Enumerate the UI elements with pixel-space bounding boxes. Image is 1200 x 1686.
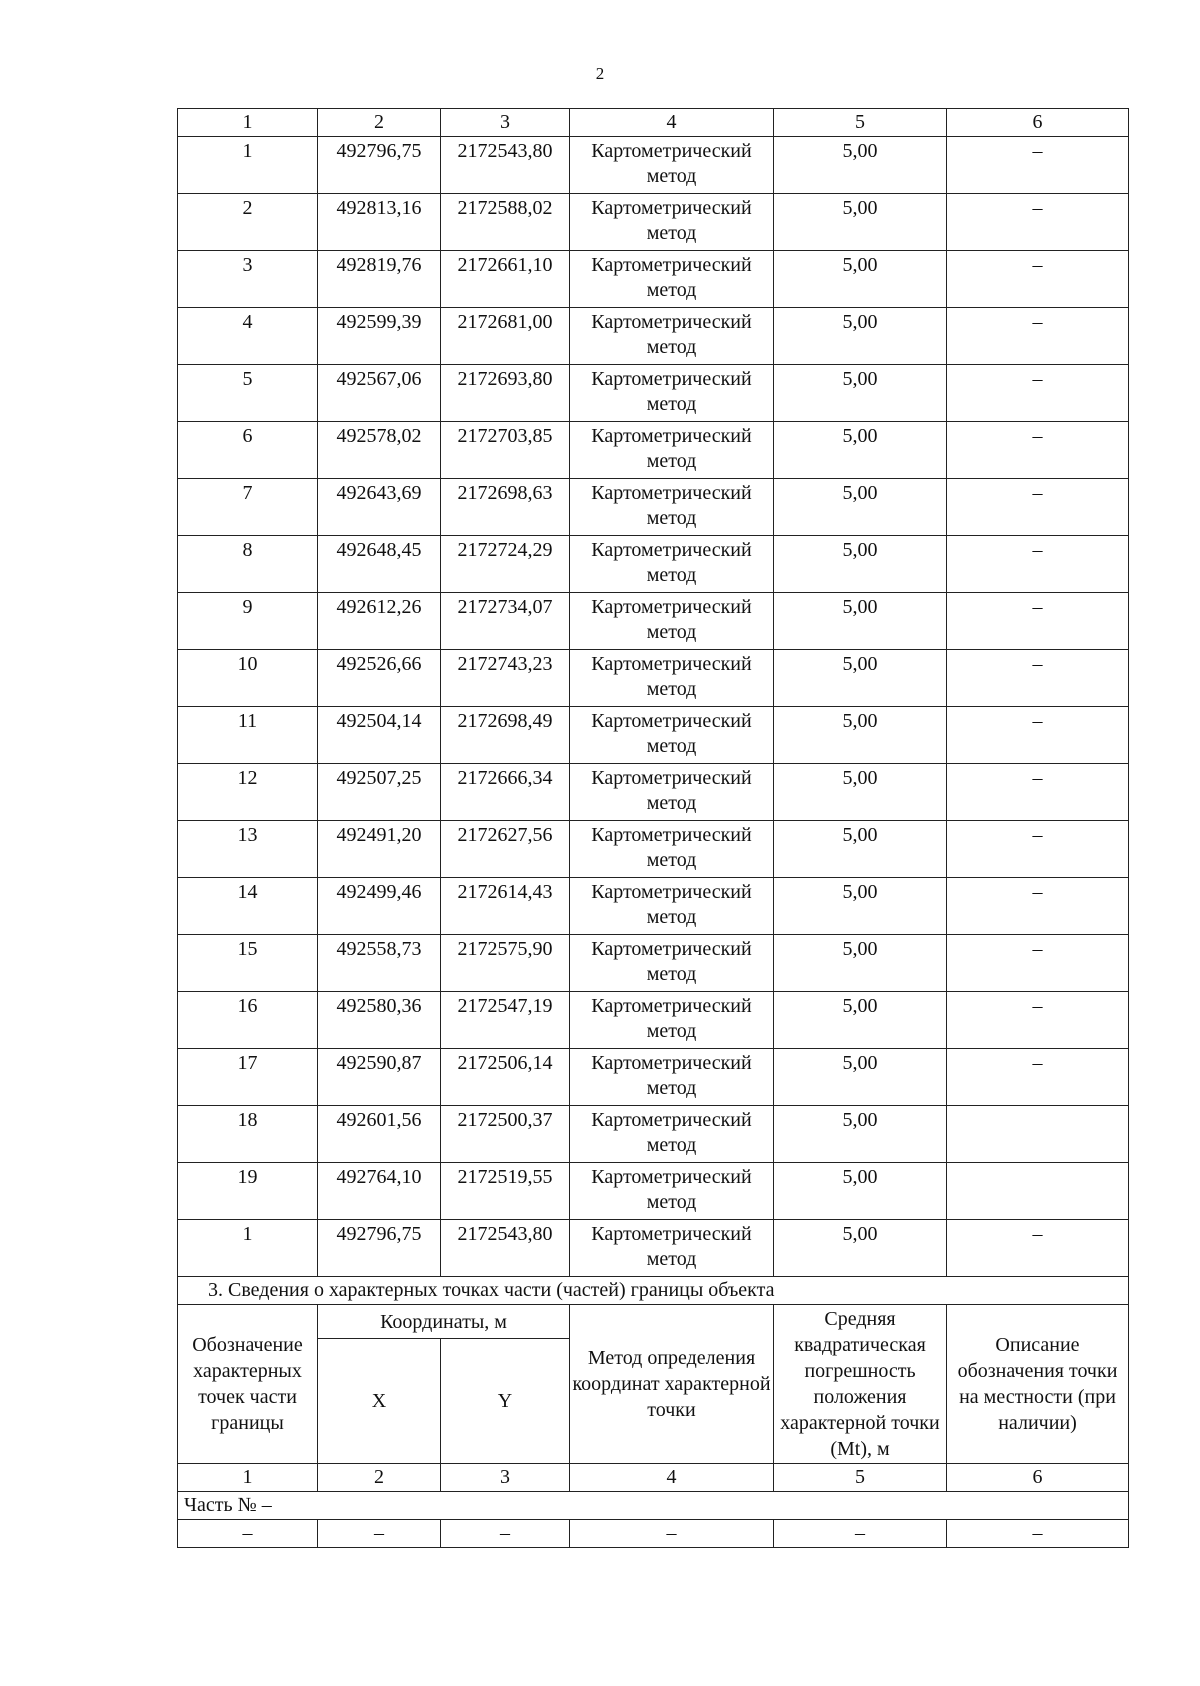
- method-cell: Картометрический метод: [570, 1163, 774, 1220]
- mean-error: 5,00: [774, 764, 947, 821]
- method-cell: Картометрический метод: [570, 422, 774, 479]
- table-row: [178, 1220, 1129, 1277]
- part-label: Часть № –: [178, 1492, 1129, 1520]
- column-number: 6: [947, 109, 1129, 137]
- point-number: 6: [178, 422, 318, 479]
- description: –: [947, 878, 1129, 935]
- header-mean-error: Средняя квадратическая погрешность положения характерной точки (Mt), м: [774, 1305, 947, 1464]
- coord-x: 492764,10: [318, 1163, 441, 1220]
- point-number: 1: [178, 137, 318, 194]
- section-title: 3. Сведения о характерных точках части (частей) границы объекта: [178, 1277, 1129, 1305]
- mean-error: 5,00: [774, 479, 947, 536]
- coord-x: 492796,75: [318, 137, 441, 194]
- column-number: 4: [570, 109, 774, 137]
- method-cell: Картометрический метод: [570, 821, 774, 878]
- column-number: 1: [178, 109, 318, 137]
- method-cell: Картометрический метод: [570, 308, 774, 365]
- part-row: [178, 1492, 1129, 1520]
- method-cell: Картометрический метод: [570, 251, 774, 308]
- point-number: 9: [178, 593, 318, 650]
- table-cell: –: [947, 1520, 1129, 1548]
- table-row: [178, 308, 1129, 365]
- method-cell: Картометрический метод: [570, 992, 774, 1049]
- mean-error: 5,00: [774, 821, 947, 878]
- mean-error: 5,00: [774, 1220, 947, 1277]
- mean-error: 5,00: [774, 251, 947, 308]
- description: [947, 1163, 1129, 1220]
- description: –: [947, 650, 1129, 707]
- description: –: [947, 593, 1129, 650]
- table-row: [178, 365, 1129, 422]
- mean-error: 5,00: [774, 1049, 947, 1106]
- point-number: 1: [178, 1220, 318, 1277]
- table-row: [178, 878, 1129, 935]
- column-number: 4: [570, 1464, 774, 1492]
- method-cell: Картометрический метод: [570, 593, 774, 650]
- description: –: [947, 707, 1129, 764]
- description: –: [947, 1049, 1129, 1106]
- column-number: 3: [441, 109, 570, 137]
- method-cell: Картометрический метод: [570, 707, 774, 764]
- coord-x: 492590,87: [318, 1049, 441, 1106]
- description: –: [947, 1220, 1129, 1277]
- description: –: [947, 308, 1129, 365]
- coord-x: 492499,46: [318, 878, 441, 935]
- method-cell: Картометрический метод: [570, 137, 774, 194]
- point-number: 2: [178, 194, 318, 251]
- point-number: 8: [178, 536, 318, 593]
- mean-error: 5,00: [774, 878, 947, 935]
- point-number: 19: [178, 1163, 318, 1220]
- coord-x: 492643,69: [318, 479, 441, 536]
- point-number: 7: [178, 479, 318, 536]
- mean-error: 5,00: [774, 137, 947, 194]
- method-cell: Картометрический метод: [570, 650, 774, 707]
- table-row: [178, 479, 1129, 536]
- coord-x: 492819,76: [318, 251, 441, 308]
- boundary-points-table: [177, 108, 1129, 1548]
- coord-y: 2172698,49: [441, 707, 570, 764]
- method-cell: Картометрический метод: [570, 1049, 774, 1106]
- header-y: Y: [441, 1339, 570, 1464]
- description: –: [947, 935, 1129, 992]
- point-number: 16: [178, 992, 318, 1049]
- mean-error: 5,00: [774, 194, 947, 251]
- coord-x: 492504,14: [318, 707, 441, 764]
- section-title-row: [178, 1277, 1129, 1305]
- mean-error: 5,00: [774, 1163, 947, 1220]
- table-row: [178, 1163, 1129, 1220]
- header-coordinates: Координаты, м: [318, 1305, 570, 1339]
- method-cell: Картометрический метод: [570, 1220, 774, 1277]
- coord-x: 492580,36: [318, 992, 441, 1049]
- column-number: 5: [774, 1464, 947, 1492]
- mean-error: 5,00: [774, 536, 947, 593]
- coord-x: 492813,16: [318, 194, 441, 251]
- coord-y: 2172500,37: [441, 1106, 570, 1163]
- method-cell: Картометрический метод: [570, 365, 774, 422]
- description: –: [947, 194, 1129, 251]
- description: [947, 1106, 1129, 1163]
- point-number: 5: [178, 365, 318, 422]
- description: –: [947, 536, 1129, 593]
- point-number: 14: [178, 878, 318, 935]
- mean-error: 5,00: [774, 650, 947, 707]
- coord-y: 2172627,56: [441, 821, 570, 878]
- coord-x: 492507,25: [318, 764, 441, 821]
- method-cell: Картометрический метод: [570, 764, 774, 821]
- mean-error: 5,00: [774, 1106, 947, 1163]
- page-number: 2: [595, 64, 605, 83]
- coord-x: 492491,20: [318, 821, 441, 878]
- coord-y: 2172666,34: [441, 764, 570, 821]
- table-cell: –: [774, 1520, 947, 1548]
- point-number: 15: [178, 935, 318, 992]
- description: –: [947, 251, 1129, 308]
- table-cell: –: [318, 1520, 441, 1548]
- table-row: [178, 1049, 1129, 1106]
- coord-x: 492612,26: [318, 593, 441, 650]
- coord-x: 492796,75: [318, 1220, 441, 1277]
- point-number: 10: [178, 650, 318, 707]
- table-cell: –: [441, 1520, 570, 1548]
- method-cell: Картометрический метод: [570, 194, 774, 251]
- coord-y: 2172543,80: [441, 1220, 570, 1277]
- coord-y: 2172734,07: [441, 593, 570, 650]
- column-number-row: [178, 109, 1129, 137]
- mean-error: 5,00: [774, 935, 947, 992]
- table-row: [178, 650, 1129, 707]
- column-number: 6: [947, 1464, 1129, 1492]
- table-row: [178, 422, 1129, 479]
- description: –: [947, 365, 1129, 422]
- column-number: 2: [318, 109, 441, 137]
- coord-y: 2172724,29: [441, 536, 570, 593]
- table-row: [178, 821, 1129, 878]
- method-cell: Картометрический метод: [570, 878, 774, 935]
- coord-x: 492599,39: [318, 308, 441, 365]
- point-number: 4: [178, 308, 318, 365]
- table-row: [178, 536, 1129, 593]
- section-column-number-row: [178, 1464, 1129, 1492]
- column-number: 2: [318, 1464, 441, 1492]
- point-number: 11: [178, 707, 318, 764]
- table-row: [178, 194, 1129, 251]
- column-number: 3: [441, 1464, 570, 1492]
- table-cell: –: [178, 1520, 318, 1548]
- coord-y: 2172547,19: [441, 992, 570, 1049]
- mean-error: 5,00: [774, 308, 947, 365]
- point-number: 18: [178, 1106, 318, 1163]
- description: –: [947, 764, 1129, 821]
- table-row: [178, 593, 1129, 650]
- section-header-row: [178, 1305, 1129, 1339]
- mean-error: 5,00: [774, 422, 947, 479]
- coord-y: 2172743,23: [441, 650, 570, 707]
- coord-x: 492558,73: [318, 935, 441, 992]
- table-row: [178, 992, 1129, 1049]
- coord-x: 492648,45: [318, 536, 441, 593]
- mean-error: 5,00: [774, 707, 947, 764]
- coord-y: 2172693,80: [441, 365, 570, 422]
- coord-y: 2172575,90: [441, 935, 570, 992]
- description: –: [947, 821, 1129, 878]
- table-row: [178, 251, 1129, 308]
- mean-error: 5,00: [774, 992, 947, 1049]
- description: –: [947, 422, 1129, 479]
- coord-y: 2172681,00: [441, 308, 570, 365]
- coord-y: 2172703,85: [441, 422, 570, 479]
- coord-y: 2172698,63: [441, 479, 570, 536]
- description: –: [947, 137, 1129, 194]
- coord-y: 2172661,10: [441, 251, 570, 308]
- header-x: X: [318, 1339, 441, 1464]
- table-row: [178, 1106, 1129, 1163]
- coord-y: 2172519,55: [441, 1163, 570, 1220]
- header-description: Описание обозначения точки на местности (при наличии): [947, 1305, 1129, 1464]
- table-cell: –: [570, 1520, 774, 1548]
- description: –: [947, 479, 1129, 536]
- column-number: 5: [774, 109, 947, 137]
- point-number: 3: [178, 251, 318, 308]
- coord-y: 2172543,80: [441, 137, 570, 194]
- table-row: [178, 764, 1129, 821]
- method-cell: Картометрический метод: [570, 479, 774, 536]
- method-cell: Картометрический метод: [570, 536, 774, 593]
- mean-error: 5,00: [774, 365, 947, 422]
- coord-x: 492567,06: [318, 365, 441, 422]
- column-number: 1: [178, 1464, 318, 1492]
- method-cell: Картометрический метод: [570, 935, 774, 992]
- coord-y: 2172588,02: [441, 194, 570, 251]
- description: –: [947, 992, 1129, 1049]
- point-number: 12: [178, 764, 318, 821]
- header-method: Метод определения координат характерной точки: [570, 1305, 774, 1464]
- mean-error: 5,00: [774, 593, 947, 650]
- method-cell: Картометрический метод: [570, 1106, 774, 1163]
- coord-x: 492526,66: [318, 650, 441, 707]
- table-row: [178, 935, 1129, 992]
- empty-part-row: [178, 1520, 1129, 1548]
- table-row: [178, 137, 1129, 194]
- header-point-designation: Обозначение характерных точек части границы: [178, 1305, 318, 1464]
- coord-y: 2172614,43: [441, 878, 570, 935]
- coord-y: 2172506,14: [441, 1049, 570, 1106]
- coord-x: 492601,56: [318, 1106, 441, 1163]
- table-row: [178, 707, 1129, 764]
- point-number: 17: [178, 1049, 318, 1106]
- point-number: 13: [178, 821, 318, 878]
- coord-x: 492578,02: [318, 422, 441, 479]
